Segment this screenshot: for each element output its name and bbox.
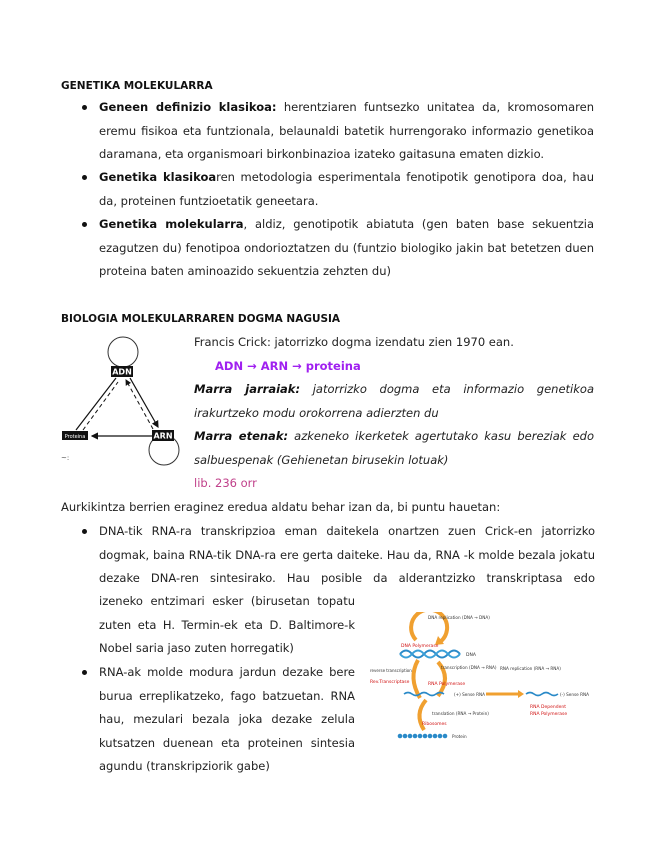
fig-rna-pol2: RNA Polymerase — [530, 712, 568, 717]
item-text: herentziaren funtsezko unitatea da, kromosomaren eremu fisikoa eta funtzionala, belaunaldi batetik hurrengorako informazio genetikoa daramana, eta organismoari birkonbinazioa izateko gaitasuna ematen dizkio. — [99, 100, 594, 161]
point2-text: RNA-ak molde modura jardun dezake bere burua erreplikatzeko, fago batzuetan. RNA hau, mezulari bezala joka dezake zelula kutsatzen duenean eta proteinen sintesia agundu (transkripziorik gabe) — [99, 665, 355, 773]
fig-protein: Protein — [452, 734, 467, 739]
jarraiak-paragraph — [194, 378, 594, 425]
item-bold: Geneen definizio klasikoa: — [99, 100, 277, 114]
fig-rna-dep: RNA Dependent — [530, 705, 566, 710]
bullet-icon — [82, 670, 87, 675]
list-item — [99, 166, 594, 213]
etenak-paragraph — [194, 425, 594, 472]
diagram-small-text: ~: — [61, 454, 70, 462]
fig-translation: translation (RNA → Protein) — [432, 711, 489, 716]
etenak-label: Marra etenak: — [194, 429, 289, 443]
item-bold: Genetika molekularra — [99, 217, 244, 231]
adn-arn-line — [130, 378, 158, 427]
jarraiak-text: jatorrizko dogma eta informazio genetikoa irakurtzeko modu orokorrena adierzten du — [194, 382, 594, 420]
adn-proteina-line — [76, 378, 116, 430]
fig-dna-rep: DNA replication (DNA → DNA) — [428, 615, 490, 620]
fig-ss-rna: (+) Sense RNA — [454, 692, 485, 697]
book-reference: lib. 236 orr — [194, 476, 257, 490]
fig-dna: DNA — [466, 653, 476, 658]
genetika-list — [99, 96, 594, 284]
fig-ribosomes: Ribosomes — [422, 722, 447, 727]
arn-adn-dashed — [126, 380, 153, 429]
point1-text-bottom: izeneko entzimari esker (birusetan topatu zuten eta H. Termin-ek eta D. Baltimore-k Nobel saria jaso zuten horregatik) — [99, 594, 355, 655]
fig-ss-rna2: (-) Sense RNA — [560, 692, 589, 697]
fig-rev-trans: Rev.Transcriptase — [370, 680, 410, 685]
bullet-icon — [82, 175, 87, 180]
fig-transcription: transcription (DNA → RNA) — [441, 665, 497, 670]
list-item — [99, 661, 355, 779]
item-text: , aldiz, genotipotik abiatuta (gen baten base sekuentzia ezagutzen du) fenotipoa ondorioztatzen du (funtzio biologiko jakin bat betetzen duen proteina baten aminoazido sekuentzia zehzten du) — [99, 217, 594, 278]
list-item — [99, 213, 594, 284]
node-adn-label: ADN — [112, 367, 132, 377]
bullet-icon — [82, 222, 87, 227]
proteina-adn-dashed — [83, 382, 118, 430]
list-item — [99, 96, 594, 166]
central-dogma-figure — [368, 612, 600, 750]
fig-reverse: reverse transcription — [370, 668, 412, 673]
dogma-diagram — [58, 330, 186, 470]
node-proteina-label: Proteina — [64, 434, 86, 440]
fig-rna-pol: RNA Polymerase — [428, 682, 466, 687]
intro-text: Aurkikintza berrien eraginez eredua aldatu behar izan da, bi puntu hauetan: — [61, 500, 501, 514]
section-title-dogma: BIOLOGIA MOLEKULARRAREN DOGMA NAGUSIA — [61, 313, 341, 325]
bullet-icon — [82, 105, 87, 110]
fig-rna-rep: RNA replication (RNA → RNA) — [500, 666, 561, 671]
fig-dna-pol: DNA Polymerase — [401, 644, 439, 649]
node-arn-label: ARN — [153, 431, 173, 441]
jarraiak-label: Marra jarraiak: — [194, 382, 301, 396]
point1-text-top: DNA-tik RNA-ra transkripzioa eman daitekela onartzen zuen Crick-en jatorrizko dogmak, baina RNA-tik DNA-ra ere gerta daiteke. Hau da, RNA -k molde bezala jokatu dezake DNA-ren sintesirako. Hau posible da alderantzizko transkriptasa edo — [99, 524, 595, 585]
section-title-genetika: GENETIKA MOLEKULARRA — [61, 80, 213, 92]
crick-line: Francis Crick: jatorrizko dogma izendatu zien 1970 ean. — [194, 335, 514, 349]
bullet-icon — [82, 529, 87, 534]
item-bold: Genetika klasikoa — [99, 170, 217, 184]
etenak-text: azkeneko ikerketek agertutako kasu bereziak edo salbuespenak (Gehienetan birusekin lotuak) — [194, 429, 594, 467]
dogma-formula: ADN → ARN → proteina — [215, 359, 361, 373]
item-text: ren metodologia esperimentala fenotipotik genotipora doa, hau da, proteinen funtzioetatik geneetara. — [99, 170, 594, 208]
